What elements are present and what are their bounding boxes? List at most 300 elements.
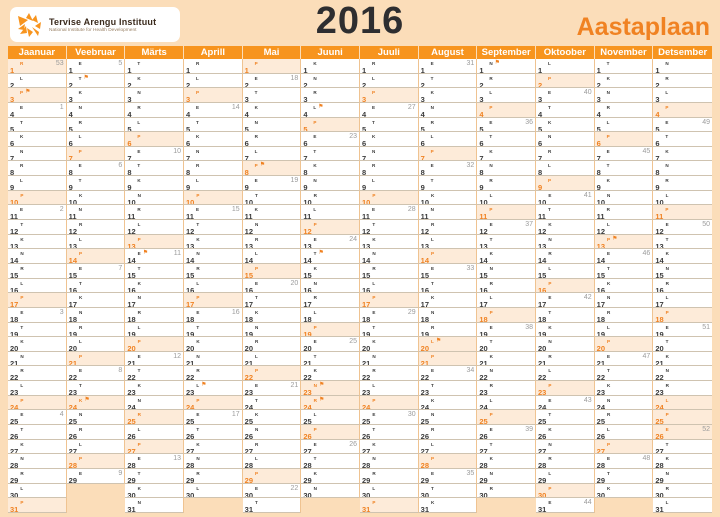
day-number: 21 (186, 358, 195, 367)
day-cell (653, 161, 712, 176)
day-cell (67, 59, 126, 74)
day-cell (243, 323, 302, 338)
week-number: 48 (642, 455, 651, 463)
day-cell (67, 235, 126, 250)
day-letter: K (20, 236, 24, 242)
day-letter: N (255, 324, 259, 330)
day-letter: E (254, 178, 258, 184)
day-letter: N (430, 207, 434, 213)
day-number: 12 (655, 227, 664, 235)
day-letter: L (137, 222, 141, 228)
day-cell (360, 59, 419, 74)
day-number: 24 (538, 402, 547, 411)
day-number: 26 (186, 432, 195, 440)
day-cell (419, 279, 478, 294)
day-number: 21 (420, 358, 429, 367)
day-letter: T (665, 441, 669, 447)
flag-icon: ⚑ (83, 74, 89, 81)
day-cell (243, 454, 302, 469)
day-number: 25 (362, 417, 371, 426)
day-letter: K (313, 368, 317, 374)
day-letter: K (489, 456, 493, 462)
day-number: 18 (596, 314, 605, 323)
day-number: 19 (127, 329, 136, 338)
day-cell (595, 425, 654, 440)
day-letter: N (196, 251, 200, 257)
day-number: 18 (186, 314, 195, 323)
day-cell (184, 59, 243, 74)
day-number: 29 (479, 475, 488, 484)
day-letter: K (607, 280, 611, 286)
week-number: 37 (525, 221, 533, 229)
day-letter: N (430, 104, 434, 110)
day-number: 26 (479, 432, 488, 440)
day-number: 6 (303, 139, 308, 147)
day-cell (301, 425, 360, 440)
day-letter: R (196, 163, 200, 169)
day-cell (419, 103, 478, 118)
day-letter: L (313, 104, 317, 110)
day-letter: E (430, 163, 434, 169)
day-cell (8, 205, 67, 220)
day-number: 28 (244, 461, 253, 469)
day-cell (184, 352, 243, 367)
day-letter: E (137, 251, 141, 257)
day-number: 30 (127, 490, 136, 499)
day-letter: T (20, 324, 24, 330)
day-cell (477, 176, 536, 191)
day-number: 5 (479, 124, 484, 133)
day-number: 4 (68, 109, 73, 118)
week-number: 3 (59, 308, 64, 316)
year-title: 2016 (315, 0, 405, 42)
day-cell (536, 161, 595, 176)
day-number: 26 (655, 432, 664, 440)
day-letter: R (548, 148, 552, 154)
day-number: 24 (655, 402, 664, 411)
day-letter: E (196, 207, 200, 213)
day-number: 4 (420, 109, 425, 118)
day-cell (243, 132, 302, 147)
day-number: 15 (127, 270, 136, 279)
day-number: 17 (538, 300, 547, 308)
day-letter: E (489, 222, 493, 228)
day-number: 4 (10, 109, 15, 118)
day-number: 10 (10, 197, 19, 206)
day-letter: N (255, 222, 259, 228)
day-letter: P (79, 251, 83, 257)
day-number: 17 (655, 300, 664, 308)
logo-subtitle: National Institute for Health Development (49, 27, 137, 33)
day-number: 26 (127, 432, 136, 440)
day-cell (125, 279, 184, 294)
day-letter: T (606, 61, 610, 66)
day-cell (360, 337, 419, 352)
day-letter: N (489, 368, 493, 374)
day-number: 6 (479, 139, 484, 147)
day-number: 24 (596, 402, 605, 411)
day-number: 25 (596, 417, 605, 426)
day-cell (477, 264, 536, 279)
day-number: 2 (303, 80, 308, 89)
day-cell (67, 220, 126, 235)
day-cell (243, 469, 302, 484)
day-cell (595, 235, 654, 250)
day-cell (184, 103, 243, 118)
day-cell (477, 293, 536, 308)
day-number: 25 (68, 417, 77, 426)
day-letter: R (489, 178, 493, 184)
day-number: 19 (479, 329, 488, 338)
day-cell (653, 132, 712, 147)
week-number: 46 (642, 250, 651, 258)
day-letter: T (313, 456, 317, 462)
day-cell (595, 59, 654, 74)
day-cell (301, 352, 360, 367)
day-cell (184, 337, 243, 352)
day-cell (477, 74, 536, 89)
day-number: 8 (10, 168, 15, 177)
day-letter: E (548, 295, 552, 301)
week-number: 15 (231, 206, 240, 214)
day-number: 3 (420, 95, 425, 103)
day-number: 29 (186, 475, 195, 484)
day-letter: P (489, 412, 493, 418)
day-letter: T (606, 163, 610, 169)
day-cell (595, 469, 654, 484)
day-cell (419, 59, 478, 74)
day-cell (184, 235, 243, 250)
day-number: 17 (244, 300, 253, 308)
day-number: 29 (244, 475, 253, 484)
day-number: 7 (10, 153, 15, 162)
day-cell (125, 59, 184, 74)
day-number: 25 (420, 417, 429, 426)
day-number: 8 (68, 168, 73, 177)
day-cell (477, 235, 536, 250)
day-cell (67, 88, 126, 103)
day-number: 18 (68, 314, 77, 323)
day-letter: P (78, 148, 82, 154)
day-letter: R (489, 485, 493, 491)
day-number: 30 (303, 490, 312, 499)
day-number: 31 (10, 505, 19, 513)
day-letter: N (372, 148, 376, 154)
day-letter: E (255, 383, 259, 389)
day-letter: N (372, 456, 376, 462)
day-letter: E (607, 251, 611, 257)
day-letter: T (255, 295, 258, 301)
day-number: 3 (538, 95, 543, 103)
day-letter: P (548, 383, 552, 389)
day-cell (184, 118, 243, 133)
day-letter: P (255, 470, 259, 476)
day-cell (243, 176, 302, 191)
day-cell (243, 366, 302, 381)
day-letter: R (606, 207, 610, 213)
day-cell (477, 469, 536, 484)
day-cell (67, 410, 126, 425)
day-number: 17 (420, 300, 429, 308)
day-number: 10 (479, 197, 488, 206)
day-cell (67, 132, 126, 147)
day-letter: K (137, 383, 141, 389)
day-number: 1 (244, 66, 249, 74)
day-letter: L (20, 485, 24, 491)
day-letter: L (313, 309, 317, 315)
day-number: 22 (10, 373, 19, 382)
day-letter: N (313, 178, 317, 184)
day-letter: P (313, 119, 317, 125)
day-number: 25 (10, 417, 19, 426)
day-cell (67, 191, 126, 206)
day-cell (477, 440, 536, 455)
day-cell (653, 176, 712, 191)
day-number: 30 (362, 490, 371, 499)
day-number: 16 (479, 285, 488, 294)
day-cell (477, 484, 536, 499)
day-letter: P (431, 353, 435, 359)
day-letter: L (255, 456, 258, 462)
day-letter: K (254, 207, 258, 213)
day-number: 25 (538, 417, 547, 426)
day-letter: L (79, 236, 82, 242)
day-cell (184, 264, 243, 279)
day-cell (477, 205, 536, 220)
day-letter: R (313, 397, 317, 403)
day-number: 9 (362, 183, 367, 191)
day-cell (595, 132, 654, 147)
day-cell (125, 381, 184, 396)
day-number: 26 (68, 432, 77, 440)
day-letter: K (372, 339, 376, 345)
day-cell (67, 279, 126, 294)
day-cell (243, 191, 302, 206)
day-cell (477, 220, 536, 235)
day-number: 16 (420, 285, 429, 294)
day-letter: P (489, 207, 493, 213)
day-number: 31 (244, 505, 253, 513)
day-cell (67, 308, 126, 323)
day-number: 22 (538, 373, 547, 382)
day-letter: R (20, 163, 24, 169)
day-letter: K (431, 500, 435, 506)
day-letter: K (20, 441, 24, 447)
day-cell (8, 308, 67, 323)
day-cell (419, 337, 478, 352)
day-letter: L (548, 265, 552, 271)
day-number: 13 (362, 241, 371, 250)
day-number: 15 (596, 270, 605, 279)
day-cell (243, 279, 302, 294)
day-letter: R (431, 222, 435, 228)
day-number: 3 (127, 95, 132, 103)
day-number: 14 (596, 256, 605, 264)
day-cell (301, 74, 360, 89)
day-cell (8, 410, 67, 425)
day-letter: N (606, 90, 610, 96)
day-number: 5 (127, 124, 132, 133)
day-cell (301, 132, 360, 147)
day-number: 14 (420, 256, 429, 264)
day-cell (67, 118, 126, 133)
day-cell (477, 59, 536, 74)
day-cell (8, 498, 67, 513)
day-letter: R (20, 265, 24, 271)
day-letter: K (665, 456, 669, 462)
day-number: 18 (10, 314, 19, 323)
month-column-aprill (184, 46, 243, 513)
day-cell (536, 264, 595, 279)
day-cell (125, 264, 184, 279)
day-cell (536, 440, 595, 455)
flag-icon: ⚑ (84, 396, 90, 403)
day-cell (243, 337, 302, 352)
day-letter: T (196, 427, 200, 433)
day-cell (243, 308, 302, 323)
day-number: 20 (655, 344, 664, 352)
day-number: 27 (10, 446, 19, 455)
day-cell (653, 220, 712, 235)
week-number: 14 (231, 103, 240, 111)
day-number: 7 (362, 153, 367, 162)
day-cell (301, 88, 360, 103)
day-number: 25 (244, 417, 253, 426)
day-number: 6 (538, 139, 543, 147)
day-cell (125, 484, 184, 499)
week-number: 23 (349, 133, 357, 141)
month-column-detsember (653, 46, 712, 513)
day-number: 21 (596, 358, 605, 367)
day-cell (536, 498, 595, 513)
day-letter: R (20, 61, 24, 66)
day-cell (360, 205, 419, 220)
day-number: 23 (10, 388, 19, 396)
day-number: 16 (655, 285, 664, 294)
day-letter: R (489, 280, 493, 286)
day-number: 23 (420, 388, 429, 396)
day-cell (595, 366, 654, 381)
day-cell (360, 498, 419, 513)
day-letter: P (20, 192, 24, 198)
week-number: 11 (173, 250, 181, 258)
day-number: 16 (596, 285, 605, 294)
day-cell (653, 469, 712, 484)
day-letter: T (665, 236, 669, 242)
day-letter: N (431, 412, 435, 418)
day-number: 14 (538, 256, 547, 264)
day-cell (125, 205, 184, 220)
day-cell (419, 176, 478, 191)
day-letter: E (607, 456, 611, 462)
day-letter: T (489, 134, 493, 140)
day-letter: L (20, 178, 23, 184)
day-letter: N (78, 104, 82, 110)
day-cell (8, 381, 67, 396)
day-cell (360, 147, 419, 162)
day-number: 9 (127, 183, 132, 191)
day-letter: N (137, 500, 141, 506)
week-number: 5 (118, 60, 123, 67)
week-number: 7 (118, 264, 123, 272)
day-cell (67, 381, 126, 396)
day-letter: E (489, 119, 493, 125)
day-letter: E (313, 441, 317, 447)
day-number: 19 (538, 329, 547, 338)
day-cell (125, 498, 184, 513)
day-cell (477, 249, 536, 264)
day-letter: N (313, 383, 317, 389)
day-letter: T (431, 485, 434, 491)
day-number: 8 (362, 168, 367, 177)
day-number: 21 (244, 358, 253, 367)
day-cell (67, 352, 126, 367)
day-cell (595, 323, 654, 338)
day-letter: P (137, 441, 141, 447)
day-number: 4 (362, 109, 367, 118)
day-cell (8, 191, 67, 206)
month-header: Jaanuar (8, 46, 67, 59)
day-number: 14 (10, 256, 19, 264)
flag-icon: ⚑ (494, 60, 501, 66)
day-letter: T (137, 265, 141, 271)
day-letter: L (548, 163, 551, 169)
day-number: 28 (127, 461, 136, 469)
day-number: 9 (244, 183, 249, 191)
day-letter: L (372, 280, 376, 286)
day-number: 17 (10, 300, 19, 308)
day-number: 27 (479, 446, 488, 455)
day-cell (184, 132, 243, 147)
day-letter: K (665, 148, 669, 154)
day-cell (360, 366, 419, 381)
day-number: 27 (127, 446, 136, 455)
day-cell (301, 191, 360, 206)
day-number: 4 (244, 109, 249, 118)
day-cell (653, 396, 712, 411)
day-number: 6 (596, 139, 601, 147)
day-number: 10 (596, 197, 605, 206)
day-number: 27 (244, 446, 253, 455)
week-number: 12 (173, 352, 181, 360)
week-number: 35 (466, 469, 475, 477)
day-cell (301, 264, 360, 279)
day-cell (360, 381, 419, 396)
day-letter: E (372, 309, 376, 315)
day-letter: P (548, 280, 552, 286)
day-cell (419, 132, 478, 147)
day-number: 27 (68, 446, 77, 455)
day-number: 5 (655, 124, 660, 133)
day-cell (243, 74, 302, 89)
day-number: 17 (127, 300, 136, 308)
day-cell (184, 205, 243, 220)
day-letter: P (548, 75, 552, 81)
day-number: 7 (538, 153, 543, 162)
day-letter: R (196, 265, 200, 271)
day-letter: N (665, 163, 669, 169)
day-cell (8, 440, 67, 455)
day-number: 2 (186, 80, 191, 89)
day-letter: T (372, 427, 376, 433)
day-cell (477, 308, 536, 323)
day-letter: R (665, 280, 669, 286)
day-cell (595, 103, 654, 118)
day-cell (536, 147, 595, 162)
day-cell (360, 352, 419, 367)
day-cell (8, 74, 67, 89)
day-number: 15 (479, 270, 488, 279)
